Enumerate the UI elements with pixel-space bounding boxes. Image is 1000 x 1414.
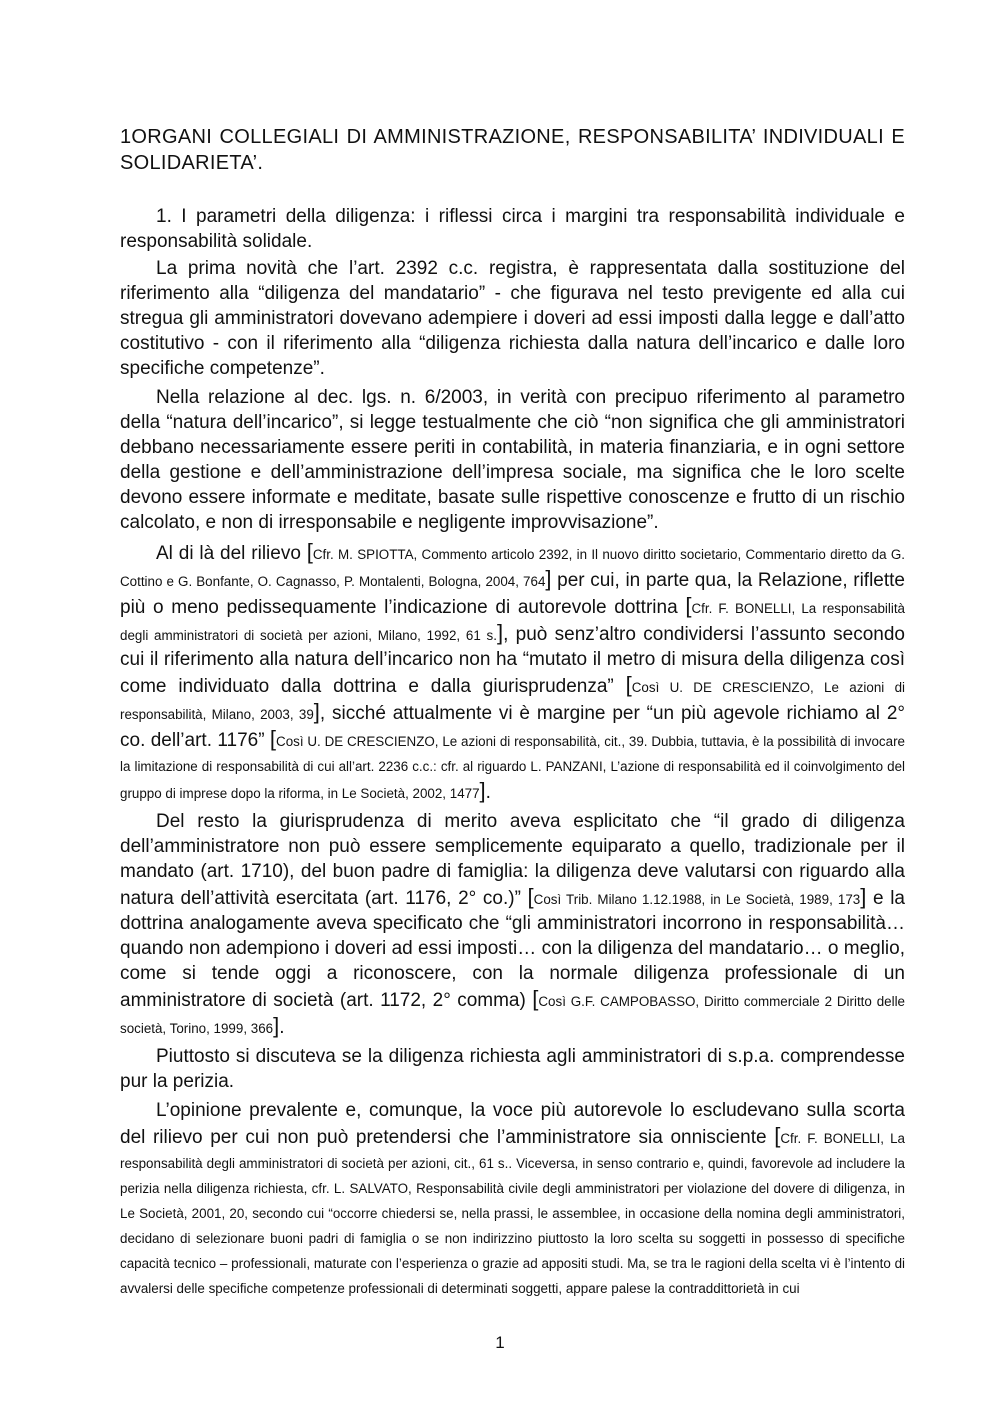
bracket-open: [ bbox=[306, 539, 313, 564]
bracket-open: [ bbox=[532, 986, 539, 1011]
page-number: 1 bbox=[495, 1333, 505, 1352]
inline-note: Cfr. M. SPIOTTA, Commento articolo 2392, in Il nuovo diritto societario, Commentario diretto da G. Cottino e G. Bonfante, O. Cagnasso, P. Montalenti, Bologna, 2004, 764 bbox=[120, 547, 906, 589]
inline-note: Così Trib. Milano 1.12.1988, in Le Società, 1989, 173 bbox=[533, 892, 861, 907]
text-run: , può senz’altro condividersi l’assunto secondo cui il riferimento alla natura dell’incarico non ha “mutato il metro di misura della diligenza così come individuato dalla dottrina e dalla giurisprudenza” bbox=[120, 624, 906, 697]
text-run: e la dottrina analogamente aveva specificato che “gli amministratori incorrono in responsabilità… quando non adempiono i doveri ad essi imposti… con la diligenza del mandatario… o meglio, come si tende oggi a riconoscere, con la normale diligenza professionale di un amministratore di società (art. 1172, 2° comma) bbox=[120, 888, 905, 1011]
bracket-open: [ bbox=[625, 672, 632, 697]
text-run: L’opinione prevalente e, comunque, la voce più autorevole lo escludevano sulla scorta del rilievo per cui non può pretendersi che l’amministratore sia onnisciente bbox=[120, 1100, 905, 1148]
paragraph-1: La prima novità che l’art. 2392 c.c. registra, è rappresentata dalla sostituzione del riferimento alla “diligenza del mandatario” - che figurava nel testo previgente ed alla cui stregua gli amministratori dovevano adempiere i doveri ad essi imposti dalla legge e dall’atto costitutivo - con il riferimento alla “diligenza richiesta dalla natura dell’incarico e dalle loro specifiche competenze”. bbox=[120, 258, 905, 379]
inline-note: Cfr. F. BONELLI, La responsabilità degli amministratori di società per azioni, cit., 61 s.. Viceversa, in senso contrario e, quindi, favorevole ad includere la perizia nella diligenza richiesta, cfr. L. SALVATO, Responsabilità civile degli amministratori per violazione del dovere di diligenza, in Le Società, 2001, 20, secondo cui “occorre chiedersi se, nella prassi, le assemblee, in occasione della nomina degli amministratori, decidano di selezionare buoni padri di famiglia o se non indirizzino piuttosto la loro scelta su soggetti in possesso di specifiche capacità tecnico – professionali, maturate con l’esperienza o grazie ad appositi studi. Ma, se tra le ragioni della scelta vi è l’intento di avvalersi delle specifiche competenze professionali di determinati soggetti, appare palese la contraddittorietà in cui bbox=[120, 1131, 905, 1296]
bracket-close: ] bbox=[545, 566, 552, 591]
text-run: Del resto la giurisprudenza di merito aveva esplicitato che “il grado di diligenza dell’amministratore non può essere semplicemente equiparato a quello, tradizionale per il mandato (art. 1710), del buon padre di famiglia: la diligenza deve valutarsi con riguardo alla natura dell’attività esercitata (art. 1176, 2° co.)” bbox=[120, 811, 905, 909]
text-run: per cui, in parte qua, la Relazione, riflette più o meno pedissequamente l’indicazione di autorevole dottrina bbox=[120, 570, 905, 618]
inline-note: Cfr. F. BONELLI, La responsabilità degli amministratori di società per azioni, Milano, 1992, 61 s. bbox=[120, 601, 906, 643]
paragraph-5: Piuttosto si discuteva se la diligenza richiesta agli amministratori di s.p.a. comprendesse pur la perizia. bbox=[120, 1046, 905, 1092]
bracket-open: [ bbox=[685, 593, 692, 618]
bracket-close: ] bbox=[496, 620, 504, 645]
bracket-close: ] bbox=[273, 1013, 280, 1038]
document-page bbox=[120, 124, 905, 1300]
paragraph-3 bbox=[120, 539, 905, 805]
inline-note: Così U. DE CRESCIENZO, Le azioni di responsabilità, cit., 39. Dubbia, tuttavia, è la possibilità di invocare la limitazione di responsabilità di cui all’art. 2236 c.c.: cfr. al riguardo L. PANZANI, L’azione di responsabilità ed il coinvolgimento del gruppo di imprese dopo la riforma, in Le Società, 2002, 1477 bbox=[120, 734, 905, 801]
bracket-open: [ bbox=[774, 1123, 781, 1148]
bracket-close: ] bbox=[860, 884, 867, 909]
document-title: 1ORGANI COLLEGIALI DI AMMINISTRAZIONE, RESPONSABILITA’ INDIVIDUALI E SOLIDARIETA’. bbox=[120, 126, 905, 174]
inline-note: Così G.F. CAMPOBASSO, Diritto commerciale 2 Diritto delle società, Torino, 1999, 366 bbox=[120, 994, 905, 1036]
bracket-open: [ bbox=[527, 884, 534, 909]
paragraph-6 bbox=[120, 1098, 905, 1300]
bracket-open: [ bbox=[269, 726, 277, 751]
inline-note: Così U. DE CRESCIENZO, Le azioni di responsabilità, Milano, 2003, 39 bbox=[120, 680, 905, 722]
text-run: . bbox=[279, 1017, 285, 1038]
bracket-close: ] bbox=[479, 778, 486, 803]
section-heading: 1. I parametri della diligenza: i riflessi circa i margini tra responsabilità individuale e responsabilità solidale. bbox=[120, 206, 905, 252]
text-run: . bbox=[485, 782, 491, 803]
paragraph-4 bbox=[120, 809, 905, 1040]
bracket-close: ] bbox=[313, 699, 320, 724]
text-run: Al di là del rilievo bbox=[156, 543, 307, 564]
text-run: , sicché attualmente vi è margine per “un più agevole richiamo al 2° co. dell’art. 1176” bbox=[120, 703, 905, 751]
paragraph-2: Nella relazione al dec. lgs. n. 6/2003, in verità con precipuo riferimento al parametro della “natura dell’incarico”, si legge testualmente che ciò “non significa che gli amministratori debbano necessariamente essere periti in contabilità, in materia finanziaria, e in ogni settore della gestione e dell’amministrazione dell’impresa sociale, ma significa che le loro scelte devono essere informate e meditate, basate sulle rispettive conoscenze e frutto di un rischio calcolato, e non di irresponsabile e negligente improvvisazione”. bbox=[120, 387, 905, 533]
